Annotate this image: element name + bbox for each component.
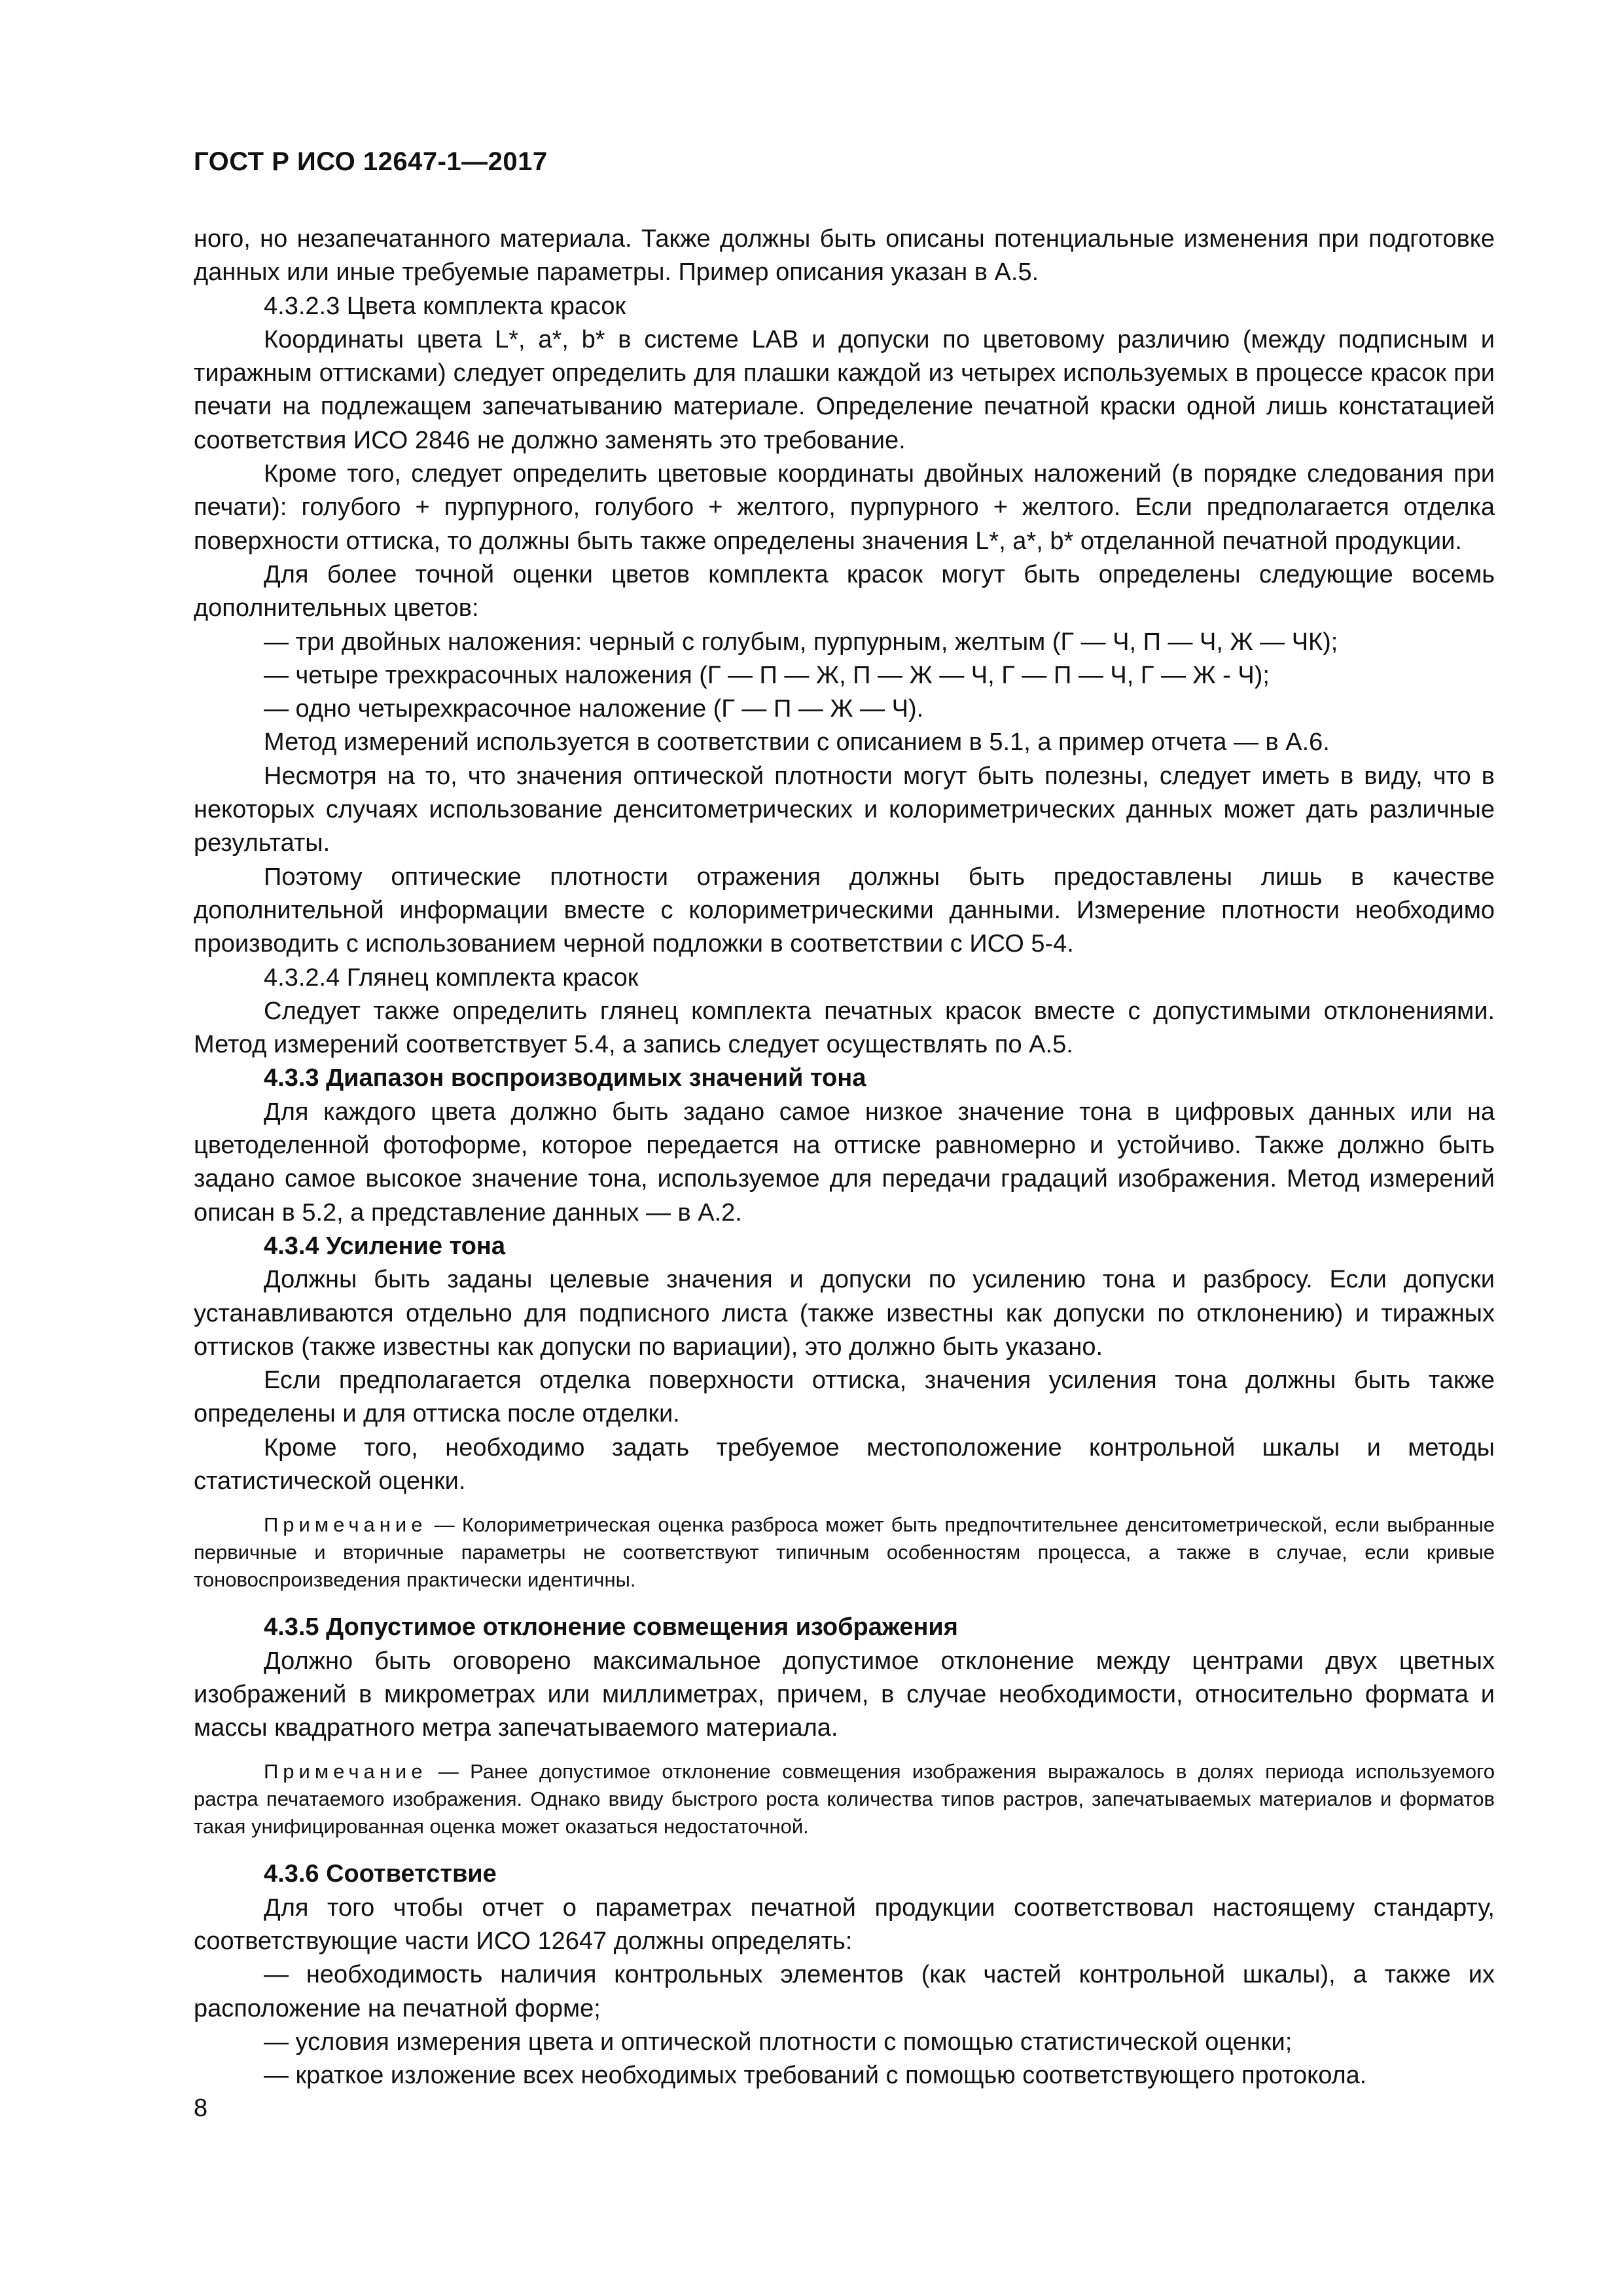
paragraph: Кроме того, следует определить цветовые координаты двойных наложений (в порядке следования при печати): голубого + пурпурного, голубого + желтого, пурпурного + желтого. Если предполагается отделка поверхности оттиска, то должны быть также определены значения L*, a*, b* отделанной печатной продукции. — [194, 460, 1495, 555]
subsection-title: 4.3.2.4 Глянец комплекта красок — [264, 963, 639, 992]
list-item: — условия измерения цвета и оптической плотности с помощью статистической оценки; — [264, 2028, 1293, 2056]
paragraph: Если предполагается отделка поверхности оттиска, значения усиления тона должны быть также определены и для оттиска после отделки. — [194, 1367, 1495, 1428]
section-heading: 4.3.5 Допустимое отклонение совмещения изображения — [264, 1613, 958, 1641]
paragraph: Должно быть оговорено максимальное допустимое отклонение между центрами двух цветных изображений в микрометрах или миллиметрах, причем, в случае необходимости, относительно формата и массы квадратного метра запечатываемого материала. — [194, 1647, 1495, 1742]
list-item: — четыре трехкрасочных наложения (Г — П — Ж, П — Ж — Ч, Г — П — Ч, Г — Ж - Ч); — [264, 661, 1270, 689]
paragraph: Координаты цвета L*, a*, b* в системе LAB и допуски по цветовому различию (между подписным и тиражным оттисками) следует определить для плашки каждой из четырех используемых в процессе красок при печати на подлежащем запечатыванию материале. Определение печатной краски одной лишь констатацией соответствия ИСО 2846 не должно заменять это требование. — [194, 325, 1495, 454]
paragraph: Несмотря на то, что значения оптической плотности могут быть полезны, следует иметь в виду, что в некоторых случаях использование денситометрических и колориметрических данных может дать различные результаты. — [194, 762, 1495, 857]
list-item: — три двойных наложения: черный с голубым, пурпурным, желтым (Г — Ч, П — Ч, Ж — ЧК); — [264, 628, 1338, 656]
note — [194, 1758, 1495, 1840]
paragraph: ного, но незапечатанного материала. Также должны быть описаны потенциальные изменения при подготовке данных или иные требуемые параметры. Пример описания указан в А.5. — [194, 225, 1495, 287]
document-header: ГОСТ Р ИСО 12647-1—2017 — [194, 147, 548, 176]
list-item: — необходимость наличия контрольных элементов (как частей контрольной шкалы), а также их расположение на печатной форме; — [194, 1961, 1495, 2022]
list-item: — одно четырехкрасочное наложение (Г — П — Ж — Ч). — [264, 695, 924, 723]
section-heading: 4.3.6 Соответствие — [264, 1860, 497, 1888]
subsection-title: 4.3.2.3 Цвета комплекта красок — [264, 292, 626, 320]
paragraph: Для каждого цвета должно быть задано самое низкое значение тона в цифровых данных или на цветоделенной фотоформе, которое передается на оттиске равномерно и устойчиво. Также должно быть задано самое высокое значение тона, используемое для передачи градаций изображения. Метод измерений описан в 5.2, а представление данных — в А.2. — [194, 1098, 1495, 1227]
paragraph: Для того чтобы отчет о параметрах печатной продукции соответствовал настоящему стандарту, соответствующие части ИСО 12647 должны определять: — [194, 1893, 1495, 1956]
document-body — [194, 223, 1495, 2093]
note-label: Примечание — [264, 1760, 427, 1784]
paragraph: Должны быть заданы целевые значения и допуски по усилению тона и разбросу. Если допуски устанавливаются отдельно для подписного листа (также известны как допуски по отклонению) и тиражных оттисков (также известны как допуски по вариации), это должно быть указано. — [194, 1266, 1495, 1361]
paragraph: Поэтому оптические плотности отражения должны быть предоставлены лишь в качестве дополнительной информации вместе с колориметрическими данными. Измерение плотности необходимо производить с использованием черной подложки в соответствии с ИСО 5-4. — [194, 863, 1495, 958]
paragraph: Кроме того, необходимо задать требуемое местоположение контрольной шкалы и методы статистической оценки. — [194, 1433, 1495, 1495]
paragraph: Для более точной оценки цветов комплекта красок могут быть определены следующие восемь дополнительных цветов: — [194, 560, 1495, 622]
paragraph: Следует также определить глянец комплекта печатных красок вместе с допустимыми отклонениями. Метод измерений соответствует 5.4, а запись следует осуществлять по А.5. — [194, 997, 1495, 1059]
note-text: — Колориметрическая оценка разброса может быть предпочтительнее денситометрической, если выбранные первичные и вторичные параметры не соответствуют типичным особенностям процесса, а также в случае, если кривые тоновоспроизведения практически идентичны. — [194, 1513, 1495, 1592]
note — [194, 1511, 1495, 1594]
page-number: 8 — [194, 2094, 208, 2122]
paragraph: Метод измерений используется в соответствии с описанием в 5.1, а пример отчета — в А.6. — [264, 728, 1330, 757]
section-heading: 4.3.3 Диапазон воспроизводимых значений тона — [264, 1064, 866, 1092]
section-heading: 4.3.4 Усиление тона — [264, 1232, 505, 1260]
note-label: Примечание — [264, 1513, 427, 1537]
note-text: — Ранее допустимое отклонение совмещения изображения выражалось в долях периода используемого растра печатаемого изображения. Однако ввиду быстрого роста количества типов растров, запечатываемых материалов и форматов такая унифицированная оценка может оказаться недостаточной. — [194, 1760, 1495, 1839]
list-item: — краткое изложение всех необходимых требований с помощью соответствующего протокола. — [264, 2062, 1367, 2090]
